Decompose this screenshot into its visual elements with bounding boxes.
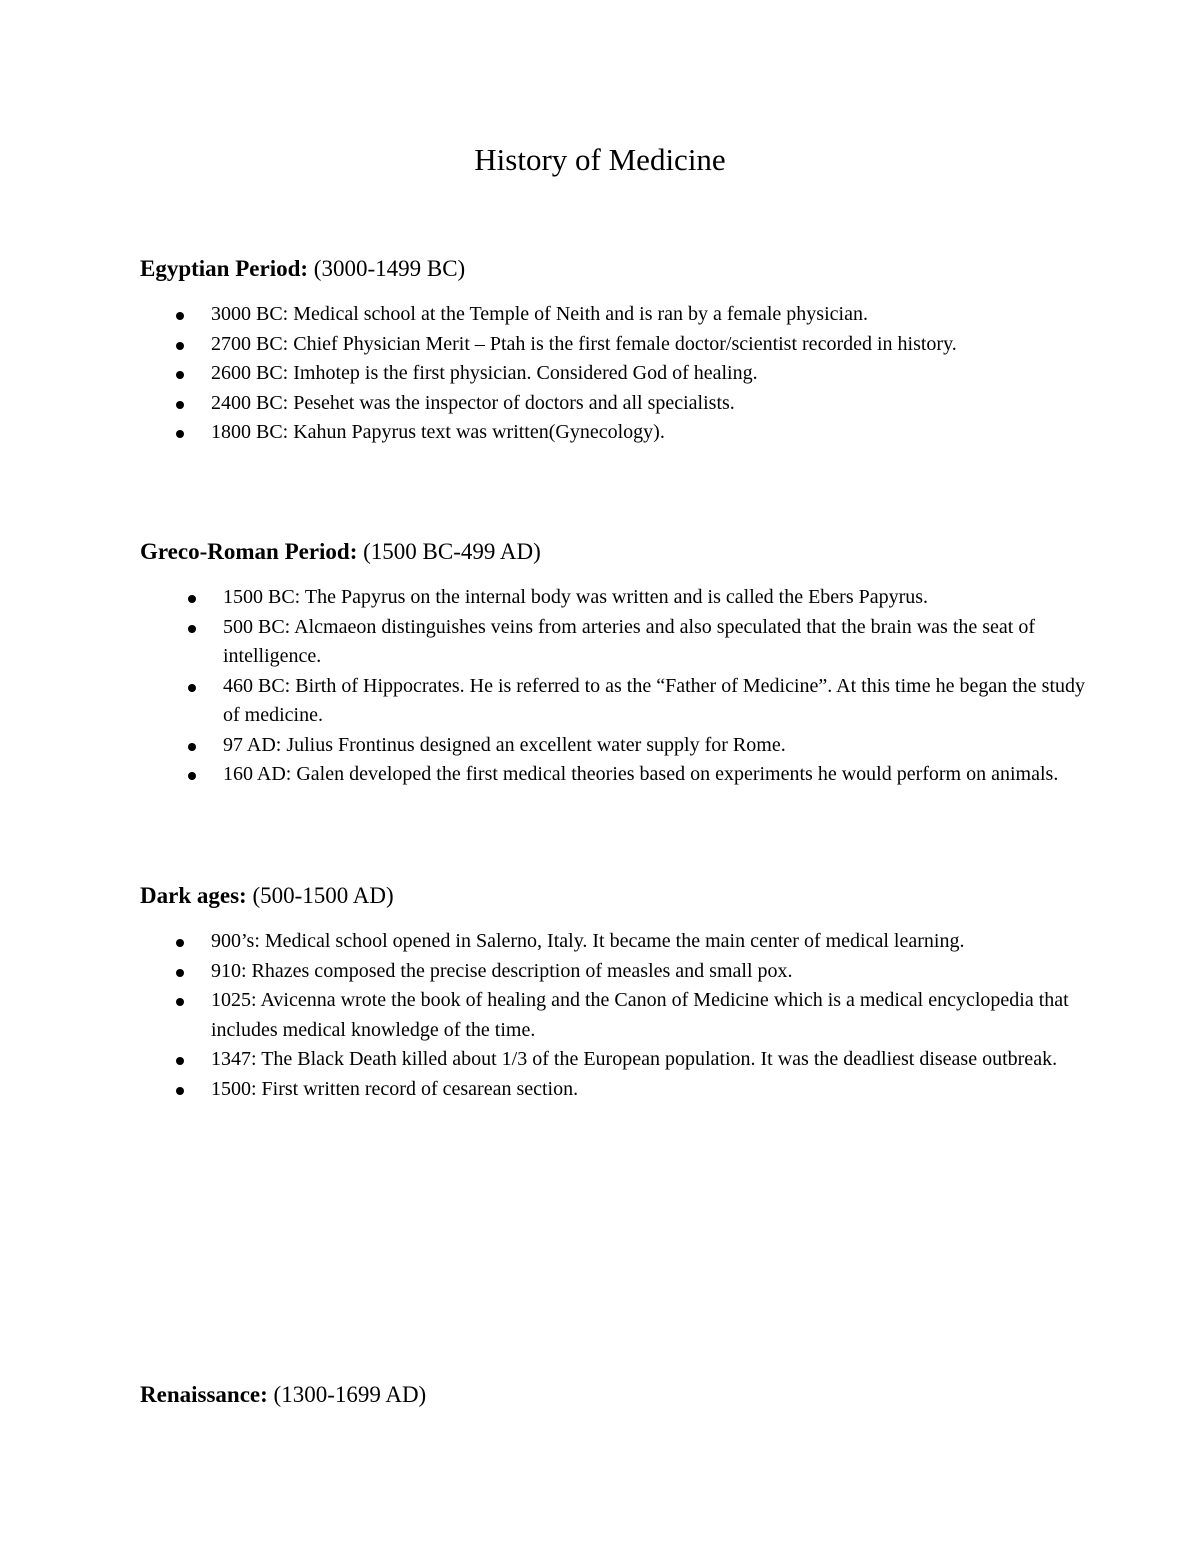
section-heading-label: Dark ages:	[140, 883, 247, 908]
section-renaissance	[140, 1380, 1100, 1410]
list-item: 900’s: Medical school opened in Salerno, Italy. It became the main center of medical learning.	[140, 927, 1100, 957]
section-greco-roman-period	[140, 537, 1100, 790]
list-item: 910: Rhazes composed the precise description of measles and small pox.	[140, 957, 1100, 987]
section-heading	[140, 881, 1100, 911]
section-heading-range: (1300-1699 AD)	[273, 1382, 427, 1407]
list-item: 160 AD: Galen developed the first medical theories based on experiments he would perform on animals.	[140, 760, 1100, 790]
bullet-list	[140, 927, 1100, 1104]
list-item: 460 BC: Birth of Hippocrates. He is referred to as the “Father of Medicine”. At this time he began the study of medicine.	[140, 672, 1100, 731]
list-item: 2400 BC: Pesehet was the inspector of doctors and all specialists.	[140, 389, 1100, 419]
list-item: 2700 BC: Chief Physician Merit – Ptah is the first female doctor/scientist recorded in history.	[140, 330, 1100, 360]
document-title: History of Medicine	[474, 142, 726, 177]
section-heading-range: (1500 BC-499 AD)	[363, 539, 541, 564]
list-item: 1800 BC: Kahun Papyrus text was written(Gynecology).	[140, 418, 1100, 448]
section-heading-label: Renaissance:	[140, 1382, 268, 1407]
list-item: 97 AD: Julius Frontinus designed an excellent water supply for Rome.	[140, 731, 1100, 761]
list-item: 1500 BC: The Papyrus on the internal body was written and is called the Ebers Papyrus.	[140, 583, 1100, 613]
section-heading	[140, 1380, 1100, 1410]
list-item: 500 BC: Alcmaeon distinguishes veins from arteries and also speculated that the brain was the seat of intelligence.	[140, 613, 1100, 672]
list-item: 1500: First written record of cesarean section.	[140, 1075, 1100, 1105]
section-heading	[140, 254, 1100, 284]
section-heading-label: Greco-Roman Period:	[140, 539, 358, 564]
section-dark-ages	[140, 881, 1100, 1104]
section-heading-range: (3000-1499 BC)	[313, 256, 466, 281]
section-heading-label: Egyptian Period:	[140, 256, 309, 281]
list-item: 3000 BC: Medical school at the Temple of Neith and is ran by a female physician.	[140, 300, 1100, 330]
bullet-list	[140, 583, 1100, 790]
section-egyptian-period	[140, 254, 1100, 448]
section-heading-range: (500-1500 AD)	[252, 883, 394, 908]
section-heading	[140, 537, 1100, 567]
list-item: 1025: Avicenna wrote the book of healing and the Canon of Medicine which is a medical encyclopedia that includes medical knowledge of the time.	[140, 986, 1100, 1045]
list-item: 2600 BC: Imhotep is the first physician. Considered God of healing.	[140, 359, 1100, 389]
bullet-list	[140, 300, 1100, 448]
list-item: 1347: The Black Death killed about 1/3 of the European population. It was the deadliest disease outbreak.	[140, 1045, 1100, 1075]
